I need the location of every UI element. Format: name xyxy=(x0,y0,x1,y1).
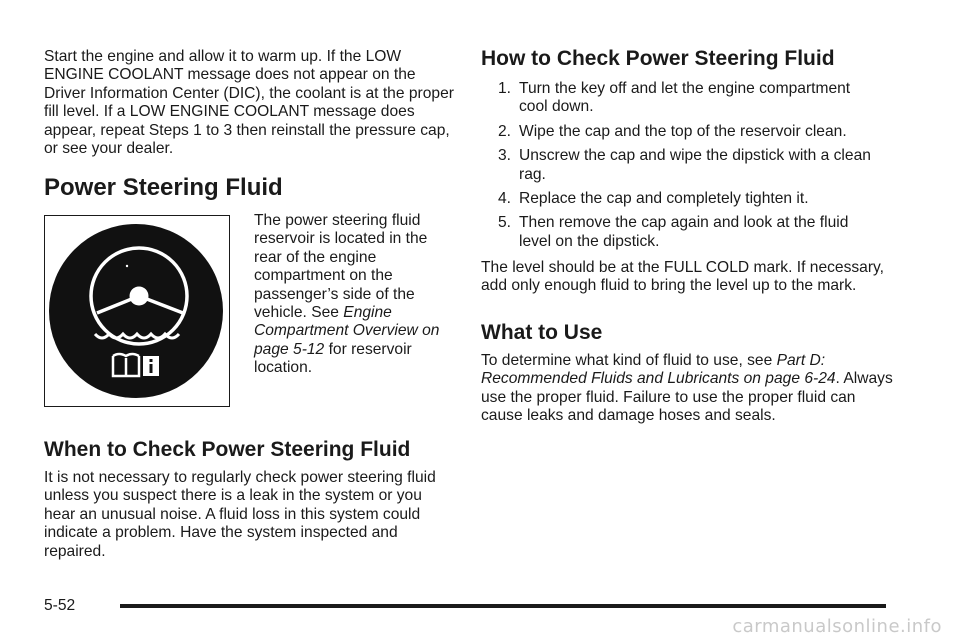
how-to-check-steps xyxy=(481,80,881,257)
when-to-check-paragraph: It is not necessary to regularly check power steering fluid unless you suspect there is a leak in the system or you hear an unusual noise. A fluid loss in this system could indicate a problem. Have the system inspected and repaired. xyxy=(44,469,436,560)
page-number: 5-52 xyxy=(44,597,76,614)
list-item: 1. Turn the key off and let the engine compartment cool down. xyxy=(497,80,851,116)
list-item: 3. Unscrew the cap and wipe the dipstick with a clean rag. xyxy=(497,147,871,183)
fluid-level-paragraph: The level should be at the FULL COLD mark. If necessary, add only enough fluid to bring the level up to the mark. xyxy=(481,259,885,295)
power-steering-fluid-icon xyxy=(45,216,228,405)
figure-caption: The power steering fluid reservoir is located in the rear of the engine compartment on the passenger’s side of the vehicle. See Engine Compartment Overview on page 5-12 for reservoir location. xyxy=(254,212,440,377)
section-title-when-to-check: When to Check Power Steering Fluid xyxy=(44,438,411,461)
section-title-how-to-check: How to Check Power Steering Fluid xyxy=(481,47,835,70)
list-item: 2. Wipe the cap and the top of the reservoir clean. xyxy=(497,122,847,140)
engine-compartment-reference[interactable]: Engine Compartment Overview on page 5-12 xyxy=(254,304,440,358)
section-title-what-to-use: What to Use xyxy=(481,321,603,344)
recommended-fluids-reference[interactable]: Part D: Recommended Fluids and Lubricants on page 6-24 xyxy=(481,352,836,388)
intro-paragraph: Start the engine and allow it to warm up. If the LOW ENGINE COOLANT message does not appear on the Driver Information Center (DIC), the coolant is at the proper fill level. If a LOW ENGINE COOLANT message does appear, repeat Steps 1 to 3 then reinstall the pressure cap, or see your dealer. xyxy=(44,48,454,158)
power-steering-symbol-figure xyxy=(44,215,230,407)
watermark: carmanualsonline.info xyxy=(732,616,942,637)
list-item: 4. Replace the cap and completely tighten it. xyxy=(497,190,809,208)
list-item: 5. Then remove the cap again and look at the fluid level on the dipstick. xyxy=(497,214,849,250)
section-title-power-steering-fluid: Power Steering Fluid xyxy=(44,174,283,201)
footer-rule xyxy=(120,604,886,608)
what-to-use-paragraph: To determine what kind of fluid to use, see Part D: Recommended Fluids and Lubricants on page 6-24. Always use the proper fluid. Failure to use the proper fluid can cause leaks and damage hoses and seals. xyxy=(481,352,893,425)
